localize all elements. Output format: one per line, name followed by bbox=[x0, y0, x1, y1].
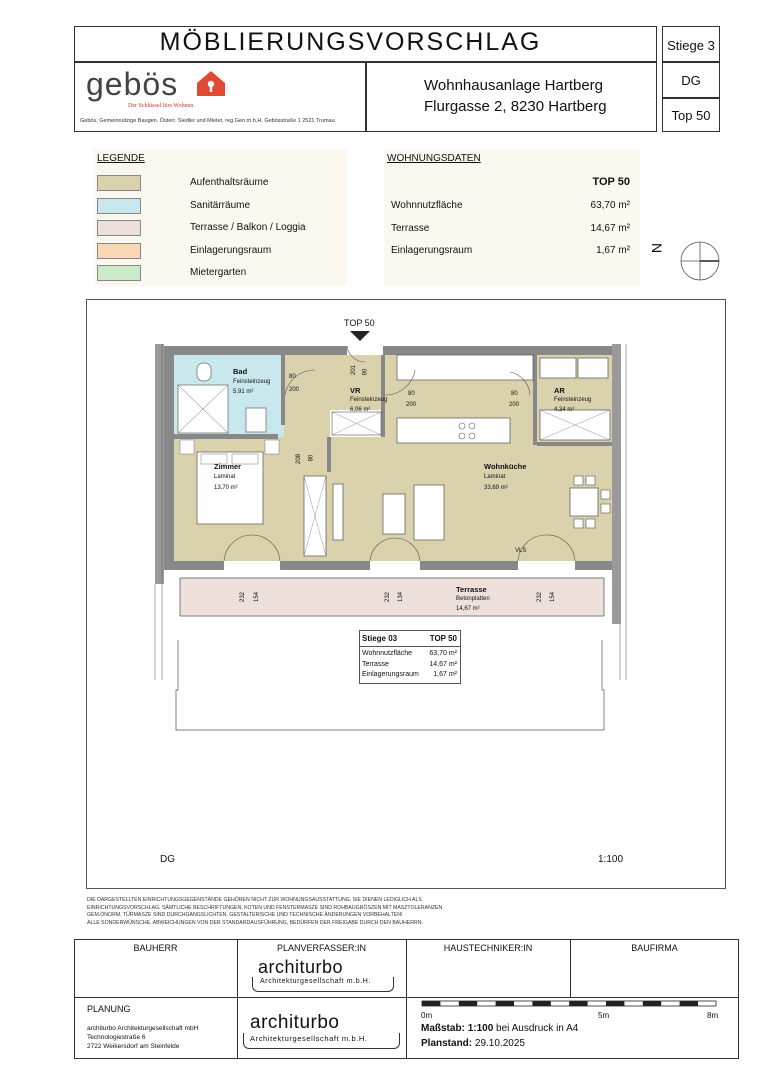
summary-label: Wohnnutzfläche bbox=[362, 650, 413, 657]
massstab-label: Maßstab: bbox=[421, 1023, 465, 1034]
kitchen-counter bbox=[397, 355, 533, 380]
legend-swatch bbox=[97, 175, 141, 191]
legend-label: Sanitärräume bbox=[190, 199, 251, 211]
footer-planung: PLANUNG bbox=[87, 1004, 131, 1014]
unit-data-value: 63,70 m² bbox=[590, 200, 630, 211]
room-terrasse-name: Terrasse bbox=[456, 585, 487, 594]
legend-heading: LEGENDE bbox=[97, 153, 145, 164]
house-key-logo-icon bbox=[194, 68, 228, 98]
window-dim-1b: 154 bbox=[254, 591, 261, 603]
room-ar-area: 4,34 m² bbox=[554, 407, 575, 413]
window-dim-2a: 232 bbox=[385, 591, 392, 603]
door-dim-zimmer-w: 80 bbox=[308, 454, 315, 462]
door-dim-bad-h: 200 bbox=[289, 387, 300, 393]
coffee-table bbox=[383, 494, 405, 534]
scale-tick-8: 8m bbox=[707, 1011, 719, 1020]
summary-divider bbox=[359, 646, 461, 647]
unit-data-label: Wohnnutzfläche bbox=[391, 200, 463, 211]
gebos-logo-text: gebös bbox=[86, 66, 179, 102]
footer-col-divider-1 bbox=[237, 939, 238, 1059]
planstand-line bbox=[421, 1038, 525, 1049]
door-dim-zimmer-h: 208 bbox=[296, 453, 303, 465]
sofa bbox=[414, 485, 444, 540]
scale-tick-0: 0m bbox=[421, 1011, 433, 1020]
plan-scale-label: 1:100 bbox=[598, 854, 624, 865]
disclaimer-line: ALLE SONDERWÜNSCHE, ABWEICHUNGEN VON DER STANDARDAUSFÜHRUNG, BEDÜRFEN DER FREIGABE DURCH DEN BAUHERRN. bbox=[87, 919, 423, 926]
window-dim-3a: 232 bbox=[537, 591, 544, 603]
left-building-wall bbox=[155, 344, 164, 584]
summary-stiege: Stiege 03 bbox=[362, 634, 398, 643]
scale-bar bbox=[420, 999, 720, 1009]
door-dim-vr-w: 80 bbox=[408, 391, 415, 397]
footer-haustechniker: HAUSTECHNIKER:IN bbox=[443, 943, 533, 953]
company-line: Gebös, Gemeinnützige Baugen. Österr. Siedler und Mieter, reg.Gen.m.b.H. Gebösstraße 1 2521 Trumau bbox=[80, 118, 335, 124]
summary-value: 14,67 m² bbox=[429, 660, 457, 668]
room-terrasse-area: 14,67 m² bbox=[456, 606, 480, 612]
room-bad-area: 5,91 m² bbox=[233, 389, 254, 395]
architurbo-logo-bottom: architurbo bbox=[250, 1012, 340, 1033]
legend-swatch bbox=[97, 220, 141, 236]
north-label: N bbox=[649, 242, 666, 254]
entry-arrow-icon bbox=[350, 331, 370, 341]
planung-line: architurbo Architekturgesellschaft mbH bbox=[87, 1025, 199, 1032]
architurbo-logo-top: architurbo bbox=[258, 957, 344, 977]
unit-data-value: 14,67 m² bbox=[590, 222, 630, 234]
disclaimer-line: DIE DARGESTELLTEN EINRICHTUNGSGEGENSTÄNDE GEHÖREN NICHT ZUR WOHNUNGSAUSSTATTUNG, SIE DIENEN LEDIGLICH ALS bbox=[87, 897, 422, 903]
unit-data-heading: WOHNUNGSDATEN bbox=[387, 153, 481, 164]
project-box bbox=[366, 62, 657, 132]
toilet bbox=[197, 363, 211, 381]
room-zimmer-name: Zimmer bbox=[214, 462, 242, 471]
right-building-wall bbox=[612, 344, 621, 624]
architurbo-sub-top: Architekturgesellschaft m.b.H. bbox=[260, 978, 371, 985]
room-wohnkueche-area: 33,69 m² bbox=[484, 485, 508, 491]
tv-unit bbox=[333, 484, 343, 540]
project-address: Flurgasse 2, 8230 Hartberg bbox=[424, 98, 607, 115]
dining-table bbox=[570, 488, 598, 516]
room-bad-floor: Feinsteinzeug bbox=[233, 379, 271, 385]
legend-label: Aufenthaltsräume bbox=[190, 177, 269, 188]
window-dim-2b: 134 bbox=[398, 591, 405, 603]
project-name: Wohnhausanlage Hartberg bbox=[424, 77, 604, 94]
summary-value: 63,70 m² bbox=[429, 650, 457, 657]
header-stiege: Stiege 3 bbox=[667, 38, 715, 53]
room-bad-name: Bad bbox=[233, 367, 248, 376]
room-zimmer-area: 13,70 m² bbox=[214, 485, 238, 491]
legend-swatch bbox=[97, 198, 141, 214]
massstab-value: 1:100 bbox=[467, 1023, 494, 1034]
logo-slogan: Der Schlüssel fürs Wohnen bbox=[128, 103, 194, 109]
washbasin bbox=[246, 408, 266, 432]
unit-data-value: 1,67 m² bbox=[596, 245, 630, 256]
unit-data-label: Einlagerungsraum bbox=[391, 245, 473, 256]
legend-swatch bbox=[97, 265, 141, 281]
planung-line: Technologiestraße 6 bbox=[87, 1034, 146, 1041]
architurbo-sub-bottom: Architekturgesellschaft m.b.H. bbox=[250, 1034, 368, 1043]
door-dim-entry-w: 90 bbox=[362, 368, 369, 376]
room-vr-name: VR bbox=[350, 386, 361, 395]
door-dim-entry-h: 201 bbox=[351, 364, 358, 376]
page-title: MÖBLIERUNGSVORSCHLAG bbox=[159, 28, 542, 56]
kitchen-island bbox=[397, 418, 510, 443]
footer-bauherr: BAUHERR bbox=[133, 943, 178, 953]
planstand-value: 29.10.2025 bbox=[474, 1038, 525, 1049]
unit-data-label: Terrasse bbox=[391, 222, 430, 234]
door-dim-bad-w: 80 bbox=[289, 374, 296, 380]
window-dim-1a: 232 bbox=[240, 591, 247, 603]
disclaimer-line: GEM.ÖNORM. TÜRMASZE SIND DURCHGANGSLICHTEN. GESTALTERISCHE UND TECHNISCHE ÄNDERUNGEN VORBEHALTEN! bbox=[87, 912, 403, 918]
legend-label: Einlagerungsraum bbox=[190, 244, 272, 256]
summary-value: 1,67 m² bbox=[433, 671, 457, 678]
massstab-suffix: bei Ausdruck in A4 bbox=[496, 1023, 579, 1034]
planung-line: 2722 Weikersdorf am Steinfelde bbox=[87, 1043, 180, 1050]
room-wohnkueche-name: Wohnküche bbox=[484, 462, 527, 471]
room-zimmer-floor: Laminat bbox=[214, 474, 236, 480]
room-vr-floor: Feinsteinzeug bbox=[350, 397, 388, 403]
legend-label: Mietergarten bbox=[190, 267, 247, 278]
plan-floor-label: DG bbox=[160, 854, 175, 865]
floor-plan bbox=[86, 299, 726, 889]
scale-tick-5: 5m bbox=[598, 1011, 610, 1020]
room-ar-floor: Feinsteinzeug bbox=[554, 397, 592, 403]
room-vr-area: 6,06 m² bbox=[350, 407, 371, 413]
summary-top: TOP 50 bbox=[429, 634, 457, 643]
north-compass-icon bbox=[679, 240, 721, 282]
room-ar-name: AR bbox=[554, 386, 565, 395]
footer-planverfasser: PLANVERFASSER:IN bbox=[276, 943, 367, 953]
door-dim-ar-h: 200 bbox=[509, 402, 520, 408]
room-wohnkueche-floor: Laminat bbox=[484, 474, 506, 480]
header-top: Top 50 bbox=[671, 108, 711, 123]
unit-data-panel bbox=[384, 149, 640, 286]
entry-label: TOP 50 bbox=[344, 318, 375, 328]
planstand-label: Planstand: bbox=[421, 1038, 473, 1049]
massstab-line bbox=[421, 1023, 578, 1034]
door-dim-ar-w: 80 bbox=[511, 391, 518, 397]
summary-label: Einlagerungsraum bbox=[362, 671, 419, 678]
footer-baufirma: BAUFIRMA bbox=[631, 943, 678, 953]
legend-label: Terrasse / Balkon / Loggia bbox=[190, 222, 306, 233]
room-terrasse-floor: Betonplatten bbox=[456, 596, 490, 602]
unit-data-top: TOP 50 bbox=[592, 176, 630, 188]
header-floor: DG bbox=[681, 73, 701, 88]
disclaimer-line: EINRICHTUNGSVORSCHLAG. SÄMTLICHE BESCHRIFTUNGEN, KOTEN UND FENSTERMASZE SIND ROHBAUGRÖSZEN MIT MASZTOLERANZEN bbox=[87, 904, 443, 911]
window-dim-3b: 154 bbox=[550, 591, 557, 603]
vls-label: VLS bbox=[515, 548, 527, 554]
door-dim-vr-h: 200 bbox=[406, 402, 417, 408]
footer-col-divider-2 bbox=[406, 939, 407, 1059]
legend-swatch bbox=[97, 243, 141, 259]
summary-label: Terrasse bbox=[362, 660, 389, 668]
